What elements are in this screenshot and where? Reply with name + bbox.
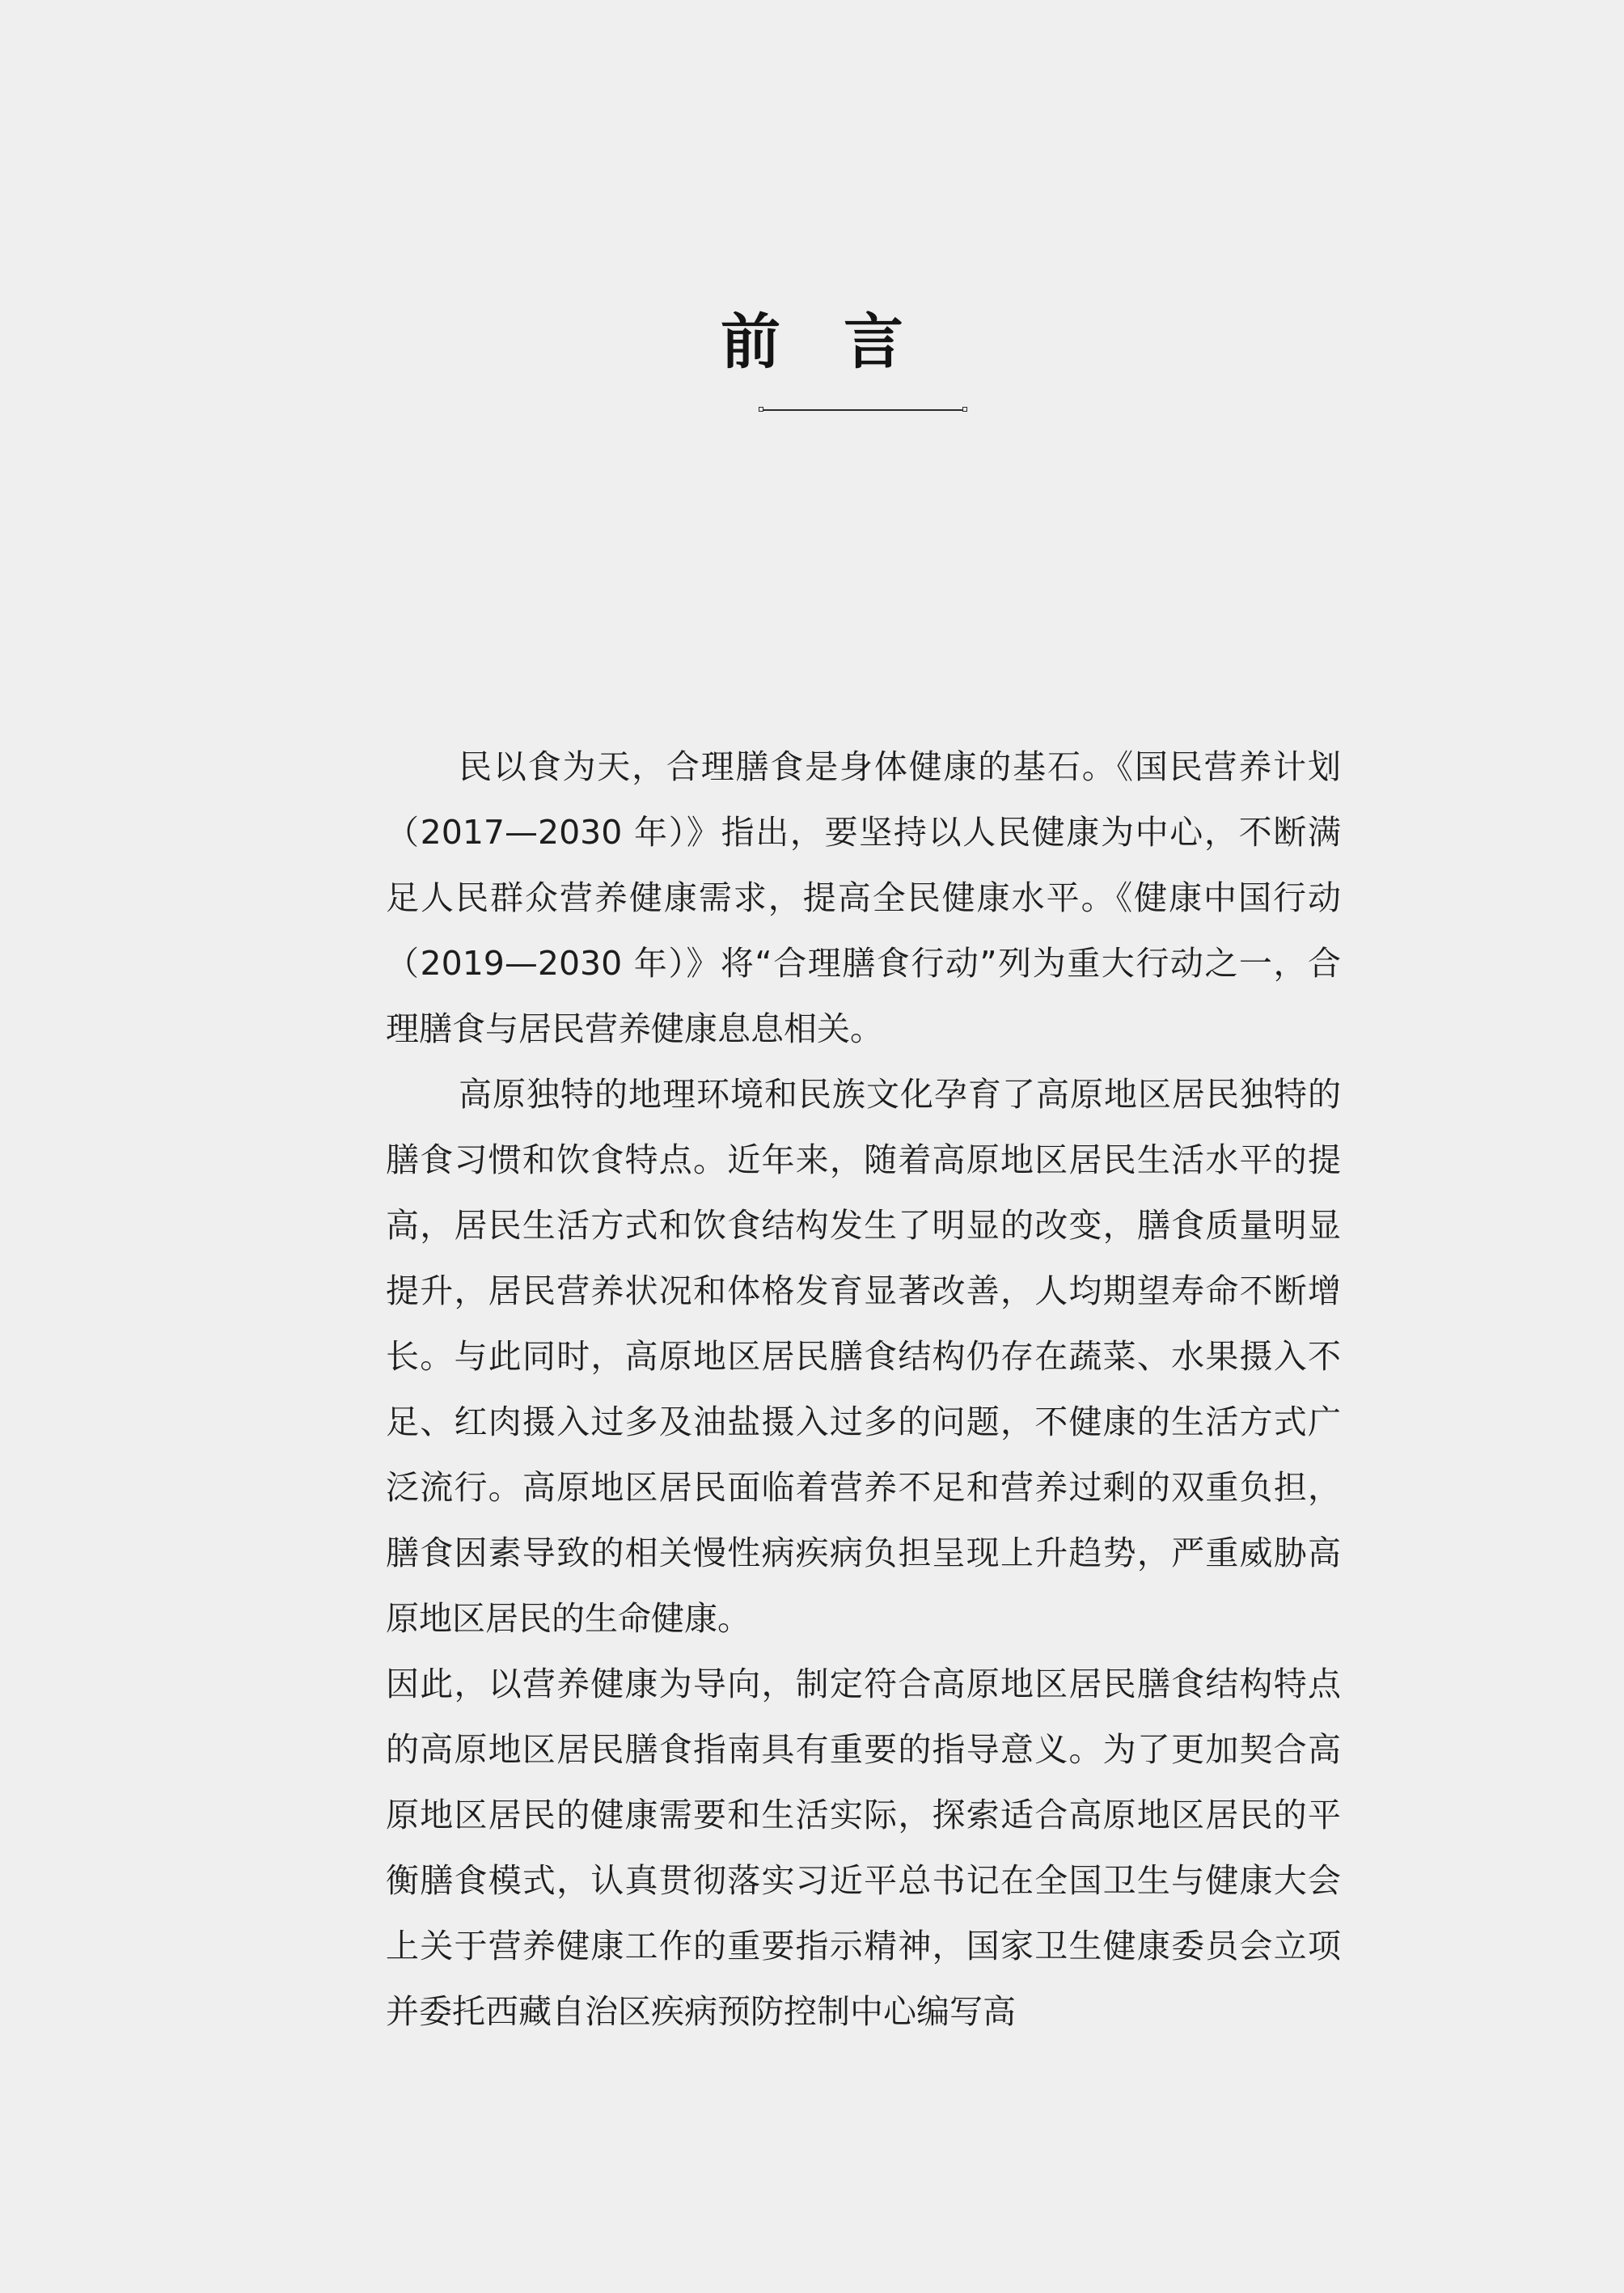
body-text	[386, 734, 1341, 2045]
paragraph-3: 因此，以营养健康为导向，制定符合高原地区居民膳食结构特点的高原地区居民膳食指南具有重要的指导意义。为了更加契合高原地区居民的健康需要和生活实际，探索适合高原地区居民的平衡膳食模式，认真贯彻落实习近平总书记在全国卫生与健康大会上关于营养健康工作的重要指示精神，国家卫生健康委员会立项并委托西藏自治区疾病预防控制中心编写高	[386, 1665, 1341, 2031]
page-title: 前言	[721, 307, 966, 377]
divider-end-square	[962, 407, 967, 412]
paragraph-1: 民以食为天，合理膳食是身体健康的基石。《国民营养计划（2017—2030 年）》指出，要坚持以人民健康为中心，不断满足人民群众营养健康需求，提高全民健康水平。《健康中国行动（2019—2030 年）》将“合理膳食行动”列为重大行动之一，合理膳食与居民营养健康息息相关。	[386, 747, 1341, 1048]
paragraph-2: 高原独特的地理环境和民族文化孕育了高原地区居民独特的膳食习惯和饮食特点。近年来，随着高原地区居民生活水平的提高，居民生活方式和饮食结构发生了明显的改变，膳食质量明显提升，居民营养状况和体格发育显著改善，人均期望寿命不断增长。与此同时，高原地区居民膳食结构仍存在蔬菜、水果摄入不足、红肉摄入过多及油盐摄入过多的问题，不健康的生活方式广泛流行。高原地区居民面临着营养不足和营养过剩的双重负担，膳食因素导致的相关慢性病疾病负担呈现上升趋势，严重威胁高原地区居民的生命健康。	[386, 1075, 1341, 1638]
title-divider	[759, 407, 967, 413]
divider-line	[763, 409, 962, 411]
